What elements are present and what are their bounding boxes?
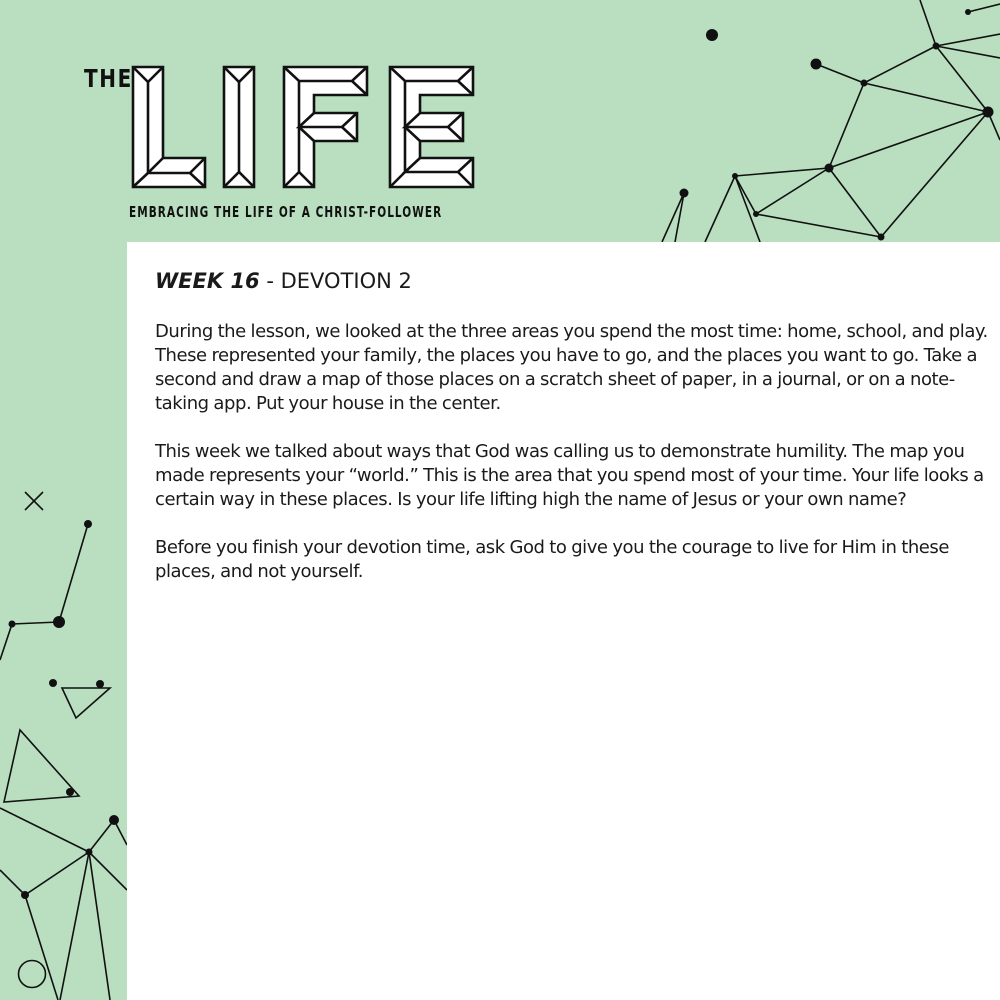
devotion-body: [155, 320, 990, 584]
logo: [0, 0, 560, 240]
paragraph-1: During the lesson, we looked at the three areas you spend the most time: home, school, and play. These represented your family, the places you have to go, and the places you want to go. Take a second and draw a map of those places on a scratch sheet of paper, in a journal, or on a note-taking app. Put your house in the center.: [155, 321, 988, 414]
logo-tagline: EMBRACING THE LIFE OF A CHRIST-FOLLOWER: [129, 203, 443, 221]
devotion-content: [155, 266, 990, 608]
devotion-panel: [127, 242, 1000, 1000]
week-label: WEEK 16: [155, 269, 260, 293]
paragraph-2: This week we talked about ways that God was calling us to demonstrate humility. The map you made represents your “world.” This is the area that you spend most of your time. Your life looks a certain way in these places. Is your life lifting high the name of Jesus or your own name?: [155, 441, 984, 510]
paragraph-3: Before you finish your devotion time, ask God to give you the courage to live for Him in these places, and not yourself.: [155, 537, 949, 582]
heading-separator: -: [259, 269, 281, 293]
devotion-label: DEVOTION 2: [280, 269, 412, 293]
logo-the-word: THE: [84, 64, 133, 93]
devotion-heading: [155, 266, 990, 296]
